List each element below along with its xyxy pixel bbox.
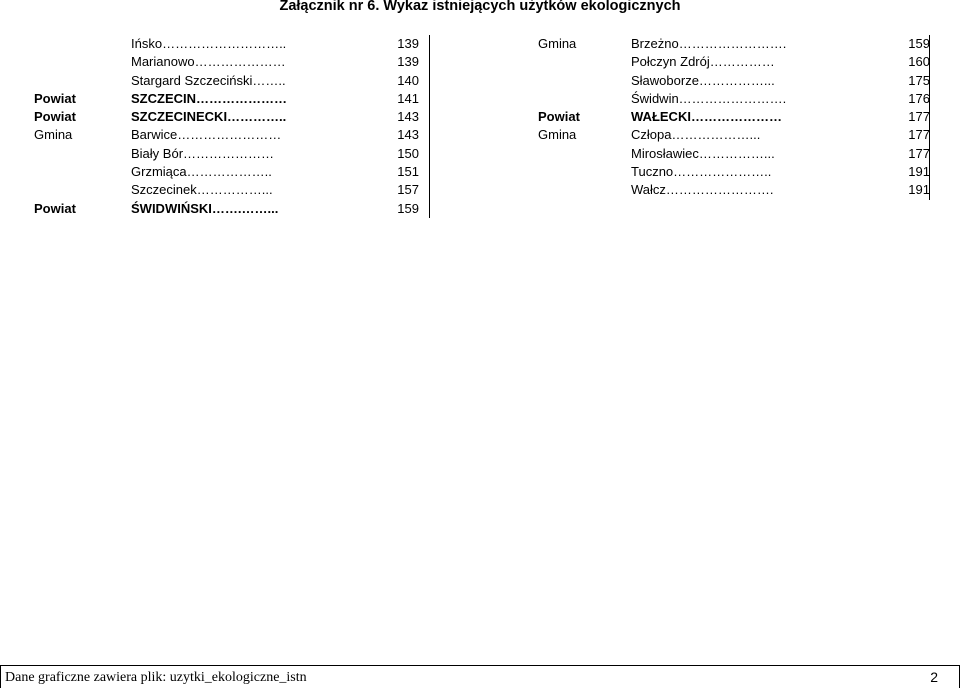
unit-level: Gmina bbox=[538, 36, 577, 51]
footer-border-left bbox=[0, 665, 1, 688]
column-divider-left bbox=[429, 35, 430, 218]
unit-name: Człopa………………... bbox=[631, 127, 761, 143]
unit-name: Marianowo………………… bbox=[131, 54, 286, 70]
page-ref: 159 bbox=[397, 200, 419, 216]
unit-name: Szczecinek……………... bbox=[131, 182, 273, 198]
index-row bbox=[0, 72, 430, 90]
unit-level: Powiat bbox=[34, 200, 76, 216]
unit-name: Ińsko……………………….. bbox=[131, 36, 287, 51]
index-row bbox=[0, 163, 430, 181]
page-ref: 177 bbox=[908, 109, 930, 125]
page-ref: 157 bbox=[397, 182, 419, 198]
index-row bbox=[508, 163, 930, 181]
index-right-column bbox=[508, 35, 930, 200]
page-ref: 150 bbox=[397, 145, 419, 161]
index-row bbox=[0, 35, 430, 53]
page-ref: 175 bbox=[908, 72, 930, 88]
unit-name: Świdwin……………………. bbox=[631, 90, 787, 106]
page-ref: 151 bbox=[397, 164, 419, 180]
page-ref: 141 bbox=[397, 90, 419, 106]
unit-name: Barwice…………………… bbox=[131, 127, 282, 143]
unit-level: Powiat bbox=[34, 90, 76, 106]
column-divider-right bbox=[929, 35, 930, 200]
page-ref: 191 bbox=[908, 182, 930, 198]
unit-name: Tuczno………………….. bbox=[631, 164, 772, 180]
index-row bbox=[0, 126, 430, 144]
page-ref: 139 bbox=[397, 36, 419, 51]
unit-name: Mirosławiec……………... bbox=[631, 145, 775, 161]
page-ref: 160 bbox=[908, 54, 930, 70]
footer-page-number: 2 bbox=[930, 669, 938, 685]
page-ref: 159 bbox=[908, 36, 930, 51]
index-row bbox=[508, 90, 930, 108]
page-ref: 176 bbox=[908, 90, 930, 106]
footer-divider bbox=[0, 665, 960, 666]
unit-name: Grzmiąca……………….. bbox=[131, 164, 272, 180]
unit-level: Powiat bbox=[538, 109, 580, 125]
page-ref: 140 bbox=[397, 72, 419, 88]
unit-level: Gmina bbox=[34, 127, 73, 143]
index-left-column bbox=[0, 35, 430, 218]
unit-name: Stargard Szczeciński…….. bbox=[131, 72, 286, 88]
index-row bbox=[508, 145, 930, 163]
unit-name: Biały Bór………………… bbox=[131, 145, 275, 161]
unit-name: Brzeżno……………………. bbox=[631, 36, 787, 51]
unit-name: WAŁECKI………………… bbox=[631, 109, 782, 125]
unit-name: Wałcz……………………. bbox=[631, 182, 774, 198]
index-row bbox=[0, 145, 430, 163]
unit-name: SZCZECIN………………… bbox=[131, 90, 287, 106]
page-ref: 177 bbox=[908, 145, 930, 161]
index-row bbox=[508, 53, 930, 71]
footer-file-note: Dane graficzne zawiera plik: uzytki_ekologiczne_istn bbox=[5, 670, 307, 685]
index-row bbox=[0, 53, 430, 71]
unit-name: Połczyn Zdrój…………… bbox=[631, 54, 775, 70]
unit-name: ŚWIDWIŃSKI…….……... bbox=[131, 200, 279, 216]
unit-name: Sławoborze……………... bbox=[631, 72, 775, 88]
index-row bbox=[508, 35, 930, 53]
unit-level: Gmina bbox=[538, 127, 577, 143]
page-ref: 177 bbox=[908, 127, 930, 143]
index-row bbox=[508, 126, 930, 144]
index-row bbox=[508, 108, 930, 126]
index-row bbox=[0, 181, 430, 199]
page-ref: 139 bbox=[397, 54, 419, 70]
document-title: Załącznik nr 6. Wykaz istniejących użytków ekologicznych bbox=[279, 0, 681, 14]
index-row bbox=[508, 181, 930, 199]
unit-name: SZCZECINECKI………….. bbox=[131, 109, 287, 125]
index-row bbox=[0, 108, 430, 126]
page-ref: 191 bbox=[908, 164, 930, 180]
index-row bbox=[0, 90, 430, 108]
index-row bbox=[0, 200, 430, 218]
page-ref: 143 bbox=[397, 109, 419, 125]
index-row bbox=[508, 72, 930, 90]
unit-level: Powiat bbox=[34, 109, 76, 125]
page-ref: 143 bbox=[397, 127, 419, 143]
